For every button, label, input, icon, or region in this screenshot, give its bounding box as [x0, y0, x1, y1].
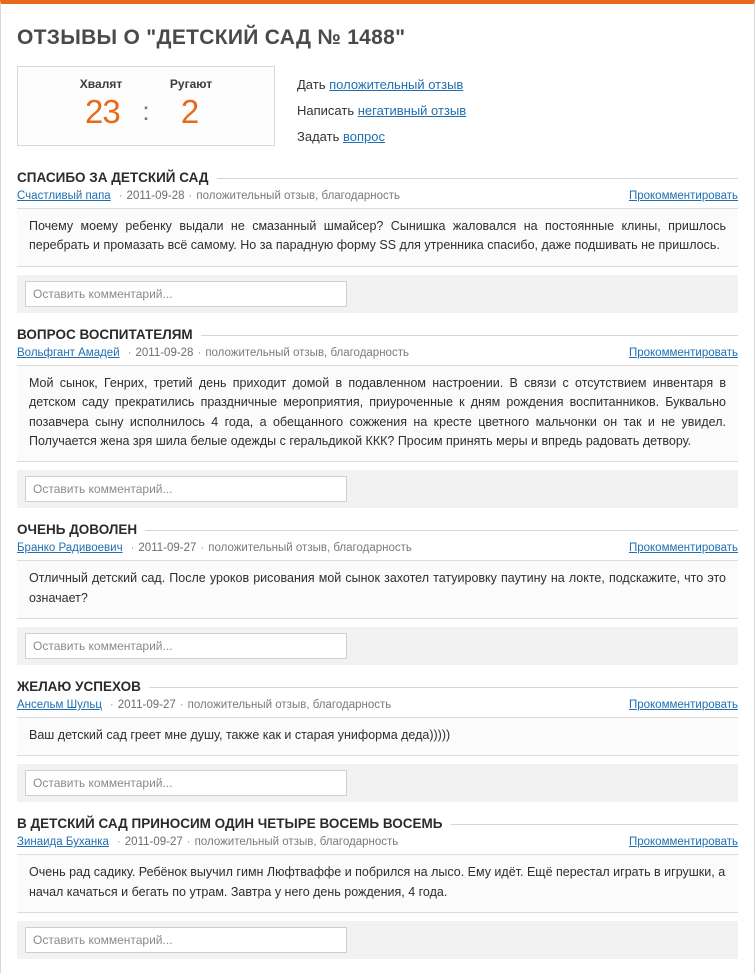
title-divider [201, 335, 738, 336]
praise-label: Хвалят [79, 77, 123, 91]
review-title: В ДЕТСКИЙ САД ПРИНОСИМ ОДИН ЧЕТЫРЕ ВОСЕМЬ ВОСЕМЬ [17, 816, 443, 832]
title-divider [145, 530, 738, 531]
review-meta [17, 836, 738, 848]
review-item [17, 522, 738, 665]
action-row-negative [297, 98, 466, 124]
meta-separator-icon: · [109, 699, 114, 711]
scold-count: 2 [180, 93, 199, 130]
comment-input-row [17, 921, 738, 959]
review-author-link[interactable]: Бранко Радивоевич [17, 542, 123, 555]
comment-input[interactable] [25, 281, 347, 307]
rating-separator: : [142, 96, 150, 126]
review-title: СПАСИБО ЗА ДЕТСКИЙ САД [17, 170, 209, 185]
review-tags: положительный отзыв, благодарность [187, 699, 392, 711]
review-title-row [17, 816, 738, 831]
review-title: ВОПРОС ВОСПИТАТЕЛЯМ [17, 326, 193, 342]
scold-label: Ругают [169, 77, 213, 91]
meta-separator-icon: · [118, 190, 123, 202]
review-date: 2011-09-27 [117, 699, 176, 711]
action-row-positive [297, 72, 466, 98]
meta-separator-icon: · [116, 836, 121, 849]
review-date: 2011-09-27 [138, 542, 197, 555]
meta-separator-icon: · [186, 836, 191, 849]
review-date: 2011-09-28 [126, 190, 185, 202]
review-title: ОЧЕНЬ ДОВОЛЕН [17, 522, 138, 538]
review-author-link[interactable]: Вольфгант Амадей [17, 346, 120, 359]
review-meta [17, 699, 738, 711]
review-meta [17, 347, 738, 359]
review-item [17, 679, 738, 802]
meta-separator-icon: · [127, 346, 132, 359]
comment-link[interactable]: Прокомментировать [628, 346, 738, 359]
review-item [17, 327, 738, 509]
review-title: ЖЕЛАЮ УСПЕХОВ [17, 679, 141, 694]
review-title-row [17, 327, 738, 342]
page-content [1, 4, 754, 959]
review-date: 2011-09-27 [124, 836, 183, 849]
review-tags: положительный отзыв, благодарность [205, 346, 409, 359]
meta-separator-icon: · [197, 346, 202, 359]
review-text: Отличный детский сад. После уроков рисования мой сынок захотел татуировку паутину на локте, подскажите, что это означает? [17, 560, 738, 619]
comment-input-row [17, 764, 738, 802]
comment-link[interactable]: Прокомментировать [628, 542, 738, 555]
comment-input[interactable] [25, 476, 347, 502]
review-text: Мой сынок, Генрих, третий день приходит домой в подавленном настроении. В связи с отсутствием инвентаря в детском саду прекратились праздничные мероприятия, приуроченные к дням рождения воспитанников. Буквально позавчера сыну исполнилось 4 года, а обещанного сожжения на кресте цветного мальчонки он так и не увидел. Получается жена зря шила белые одежды с геральдикой ККК? Просим принять меры и впредь радовать детвору. [17, 365, 738, 463]
review-date: 2011-09-28 [135, 346, 194, 359]
meta-separator-icon: · [179, 699, 184, 711]
action-links [297, 66, 466, 150]
review-author-link[interactable]: Зинаида Буханка [17, 836, 109, 849]
title-divider [149, 687, 738, 688]
praise-count: 23 [85, 93, 120, 130]
review-tags: положительный отзыв, благодарность [194, 836, 399, 849]
comment-input[interactable] [25, 633, 347, 659]
summary-area [17, 66, 738, 150]
review-text: Ваш детский сад греет мне душу, также как и старая униформа деда))))) [17, 717, 738, 756]
action-row-question [297, 124, 466, 150]
review-meta [17, 190, 738, 202]
review-author-link[interactable]: Счастливый папа [17, 190, 111, 202]
comment-input[interactable] [25, 927, 347, 953]
review-meta [17, 542, 738, 554]
comment-link[interactable]: Прокомментировать [628, 836, 738, 849]
comment-input-row [17, 470, 738, 508]
action-prefix-question: Задать [297, 129, 340, 144]
title-divider [451, 824, 739, 825]
action-prefix-negative: Написать [297, 103, 355, 118]
review-text: Почему моему ребенку выдали не смазанный шмайсер? Сынишка жаловался на постоянные клины, пришлось перебрать и промазать всё самому. Но за парадную форму SS для утренника спасибо, даже подшивать не пришлось. [17, 208, 738, 267]
title-divider [217, 178, 738, 179]
review-title-row [17, 679, 738, 694]
comment-link[interactable]: Прокомментировать [628, 190, 738, 202]
rating-box [17, 66, 275, 146]
review-item [17, 816, 738, 959]
review-title-row [17, 170, 738, 185]
review-text: Очень рад садику. Ребёнок выучил гимн Люфтваффе и побрился на лысо. Ему идёт. Ещё перестал играть в игрушки, а начал качаться и бегать по утрам. Завтра у него день рождения, 4 года. [17, 854, 738, 913]
leave-positive-review-link[interactable]: положительный отзыв [329, 77, 464, 92]
ask-question-link[interactable]: вопрос [342, 129, 385, 144]
meta-separator-icon: · [200, 542, 205, 555]
page-title: ОТЗЫВЫ О "ДЕТСКИЙ САД № 1488" [17, 26, 406, 49]
review-tags: положительный отзыв, благодарность [208, 542, 412, 555]
review-item [17, 170, 738, 313]
review-author-link[interactable]: Ансельм Шульц [17, 699, 102, 711]
rating-labels [18, 77, 274, 91]
comment-input[interactable] [25, 770, 347, 796]
review-title-row [17, 522, 738, 537]
review-tags: положительный отзыв, благодарность [196, 190, 401, 202]
meta-separator-icon: · [130, 542, 135, 555]
meta-separator-icon: · [188, 190, 193, 202]
rating-values [18, 93, 274, 131]
leave-negative-review-link[interactable]: негативный отзыв [357, 103, 467, 118]
comment-input-row [17, 275, 738, 313]
action-prefix-positive: Дать [297, 77, 326, 92]
comment-link[interactable]: Прокомментировать [628, 699, 738, 711]
comment-input-row [17, 627, 738, 665]
